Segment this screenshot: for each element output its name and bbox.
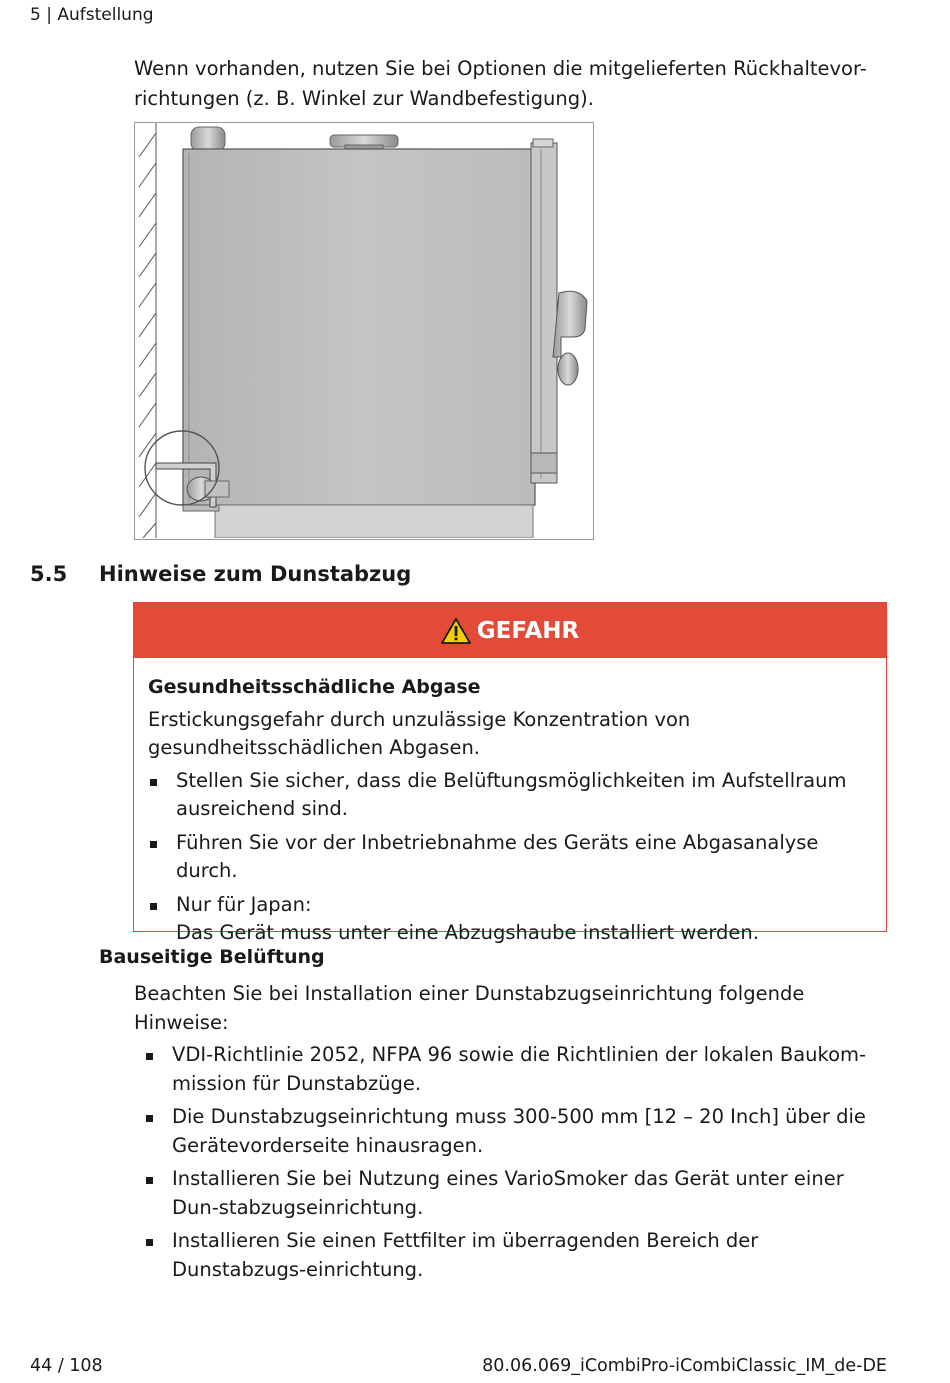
list-item: Installieren Sie bei Nutzung eines VarioSmoker das Gerät unter einer Dun-stabzugseinrichtung.: [134, 1165, 894, 1222]
running-header: 5 | Aufstellung: [30, 5, 154, 25]
danger-subtitle: Gesundheitsschädliche Abgase: [148, 676, 481, 698]
list-item: Stellen Sie sicher, dass die Belüftungsmöglichkeiten im Aufstellraum ausreichend sind.: [148, 767, 873, 824]
list-item: VDI-Richtlinie 2052, NFPA 96 sowie die Richtlinien der lokalen Baukom-mission für Dunstabzüge.: [134, 1041, 894, 1098]
appliance-side-view-illustration: [135, 123, 592, 538]
appliance-wall-mount-figure: [134, 122, 594, 540]
ventilation-heading: Bauseitige Belüftung: [99, 946, 325, 968]
ventilation-body: [134, 980, 894, 1289]
document-id: 80.06.069_iCombiPro-iCombiClassic_IM_de-DE: [482, 1356, 887, 1376]
list-item: [148, 891, 873, 948]
danger-body: [148, 673, 873, 948]
list-item-label: Nur für Japan:: [176, 892, 312, 916]
list-item: Die Dunstabzugseinrichtung muss 300-500 mm [12 – 20 Inch] über die Gerätevorderseite hinausragen.: [134, 1103, 894, 1160]
section-number: 5.5: [30, 562, 68, 586]
list-item-continuation: Das Gerät muss unter eine Abzugshaube installiert werden.: [176, 921, 759, 944]
ventilation-intro: Beachten Sie bei Installation einer Dunstabzugseinrichtung folgende Hinweise:: [134, 982, 805, 1034]
ventilation-list: [134, 1041, 894, 1284]
list-item: Führen Sie vor der Inbetriebnahme des Geräts eine Abgasanalyse durch.: [148, 829, 873, 886]
intro-paragraph: Wenn vorhanden, nutzen Sie bei Optionen die mitgelieferten Rückhaltevor-richtungen (z. B. Winkel zur Wandbefestigung).: [134, 57, 867, 110]
danger-label: GEFAHR: [476, 617, 580, 644]
danger-header: [134, 603, 886, 658]
danger-list: [148, 767, 873, 948]
page-number: 44 / 108: [30, 1356, 103, 1376]
warning-triangle-icon: [441, 618, 471, 644]
list-item: Installieren Sie einen Fettfilter im überragenden Bereich der Dunstabzugs-einrichtung.: [134, 1227, 894, 1284]
danger-description: Erstickungsgefahr durch unzulässige Konzentration von gesundheitsschädlichen Abgasen.: [148, 707, 691, 759]
danger-warning-box: [133, 602, 887, 944]
section-title: Hinweise zum Dunstabzug: [99, 562, 412, 586]
